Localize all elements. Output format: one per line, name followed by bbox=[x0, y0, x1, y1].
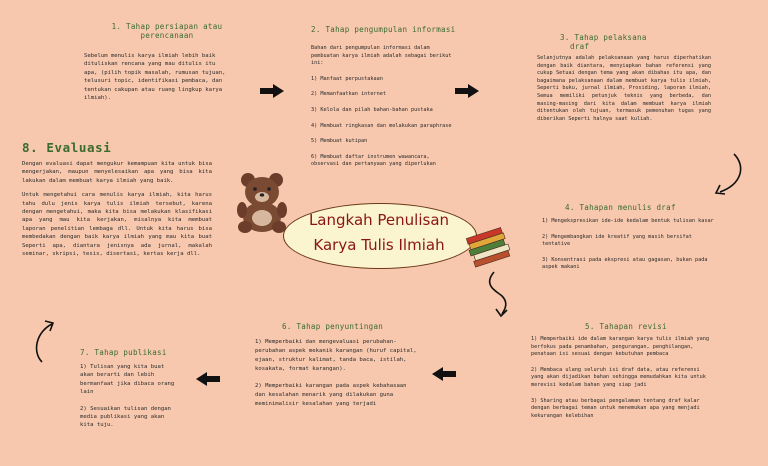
right-arrow-icon bbox=[455, 84, 479, 98]
step8-para1: Dengan evaluasi dapat mengukur kemampuan kita untuk bisa mengerjakan, maupun menyelesaikan apa yang bisa kita lakukan dalam membuat karya ilmiah yang baik. bbox=[22, 161, 212, 184]
step3-title-line1: 3. Tahap pelaksana bbox=[560, 33, 647, 42]
list-item: 3) Konsentrasi pada ekspresi atau gagasan, bukan pada aspek makani bbox=[542, 256, 708, 271]
step7-list bbox=[80, 363, 180, 438]
step1-title-line1: 1. Tahap persiapan atau bbox=[111, 22, 223, 31]
list-item: 5) Membuat kutipan bbox=[311, 138, 368, 145]
step3-title bbox=[560, 33, 700, 51]
list-item: 2) Memanfaatkan internet bbox=[311, 91, 386, 98]
step6-list bbox=[255, 338, 418, 417]
step3-body: Selanjutnya adalah pelaksanaan yang harus diperhatikan dengan baik diantara, menyiapkan bahan referensi yang cukup Setuai dengan tema yang akan dibahas itu apa, dan bagaimana pelaksanaan dalam membuat karya tulis ilmiah, Seperti buku, jurnal ilmiah, Prosiding, laporan ilmiah, Semua memiliki petunjuk teknis yang berbeda, dan masing-masing dari kita dalam membuat karya ilmiah ditentukan oleh tujuan, termasuk pemenuhan tugas yang diberikan Seperti halnya saat kuliah. bbox=[537, 55, 711, 122]
left-arrow-icon bbox=[196, 372, 220, 386]
list-item: 1) Tulisan yang kita buat akan berarti dan lebih bermanfaat jika dibaca orang lain bbox=[80, 364, 175, 396]
step1-body: Sebelum menulis karya ilmiah lebih baik dituliskan rencana yang mau ditulis itu apa, (pilih topik masalah, rumusan tujuan, telusuri topic, identifikasi pembaca, dan tentukan cakupan atau ruang lingkup karya ilmiah). bbox=[84, 53, 226, 102]
list-item: 1) Manfaat perpustakaan bbox=[311, 75, 383, 82]
step4-title: 4. Tahapan menulis draf bbox=[565, 203, 676, 212]
page-title-line2: Karya Tulis Ilmiah bbox=[313, 236, 445, 254]
list-item: 2) Mengembangkan ide kreatif yang masih bersifat tentative bbox=[542, 233, 692, 248]
right-arrow-icon bbox=[260, 84, 284, 98]
teddy-bear-icon bbox=[232, 170, 292, 236]
list-item: 2) Memperbaiki karangan pada aspek kebahasaan dan kesalahan menarik yang dilakukan guna meminimalisir kesalahan yang terjadi bbox=[255, 383, 407, 407]
list-item: 1) Memperbaiki dan mengevaluasi perubahan-perubahan aspek mekanik karangan (huruf capital, ejaan, struktur kalimat, tanda baca, istilah, kosakata, format karangan). bbox=[255, 339, 417, 372]
curved-arrow-icon bbox=[712, 152, 744, 198]
list-item: 2) Sesuaikan tulisan dengan media publikasi yang akan kita tuju. bbox=[80, 405, 171, 429]
step7-title: 7. Tahap publikasi bbox=[80, 348, 167, 357]
left-arrow-icon bbox=[432, 367, 456, 381]
step1-title-line2: perencanaan bbox=[140, 31, 194, 40]
step5-list bbox=[531, 336, 711, 428]
list-item: 6) Membuat daftar instrumen wawancara, observasi dan pertanyaan yang diperlukan bbox=[311, 153, 436, 168]
step6-title: 6. Tahap penyuntingan bbox=[282, 322, 384, 331]
step8-title: 8. Evaluasi bbox=[22, 140, 112, 155]
list-item: 2) Membaca ulang seluruh isi draf data, atau referensi yang akan dijadikan bahan sehingga memudahkan kita untuk merevisi kedalam bahan yang siap jadi bbox=[531, 366, 706, 388]
list-item: 4) Membuat ringkasan dan melakukan paraphrase bbox=[311, 122, 452, 129]
step2-intro: Bahan dari pengumpulan informasi dalam pembuatan karya ilmiah adalah sebagai berikut ini: bbox=[311, 45, 452, 67]
step5-title: 5. Tahapan revisi bbox=[585, 322, 667, 331]
curved-arrow-icon bbox=[486, 270, 514, 318]
list-item: 3) Sharing atau berbagai pengalaman tentang draf kalar dengan berbagai teman untuk menemukan apa yang menjadi kekurangan kelebihan bbox=[531, 397, 700, 419]
step2-list bbox=[311, 76, 453, 169]
page-title bbox=[283, 208, 475, 258]
step8-body bbox=[22, 160, 212, 264]
step2-title: 2. Tahap pengumpulan informasi bbox=[311, 25, 456, 34]
step1-title bbox=[92, 22, 242, 40]
list-item: 1) Memperbaiki ide dalam karangan karya tulis ilmiah yang berfokus pada penambahan, pengurangan, penghilangan, penataan isi sesuai dengan kebutuhan pembaca bbox=[531, 336, 710, 358]
step3-title-line2: draf bbox=[570, 42, 590, 51]
step4-list bbox=[542, 218, 717, 280]
curved-arrow-icon bbox=[34, 318, 62, 366]
list-item: 1) Mengekspresikan ide-ide kedalam bentuk tulisan kasar bbox=[542, 218, 714, 224]
step8-para2: Untuk mengetahui cara menulis karya ilmiah, kita harus tahu dulu jenis karya tulis ilmiah tersebut, karena dengan mengetahui, maka kita bisa melakukan klasifikasi apa yang mau kita kerjakan, misalnya kita membuat laporan penelitian lembaga dll. Untuk kita harus bisa membedakan dengan baik karya ilmiah yang mau kita buat Seperti apa, diantara jenisnya ada jurnal, makalah seminar, skripsi, tesis, disertasi, kertas kerja dll. bbox=[22, 192, 212, 258]
list-item: 3) Kelola dan pilah bahan-bahan pustaka bbox=[311, 106, 433, 113]
books-icon bbox=[466, 224, 512, 270]
step2-content bbox=[311, 45, 453, 177]
page-title-line1: Langkah Penulisan bbox=[308, 211, 450, 229]
